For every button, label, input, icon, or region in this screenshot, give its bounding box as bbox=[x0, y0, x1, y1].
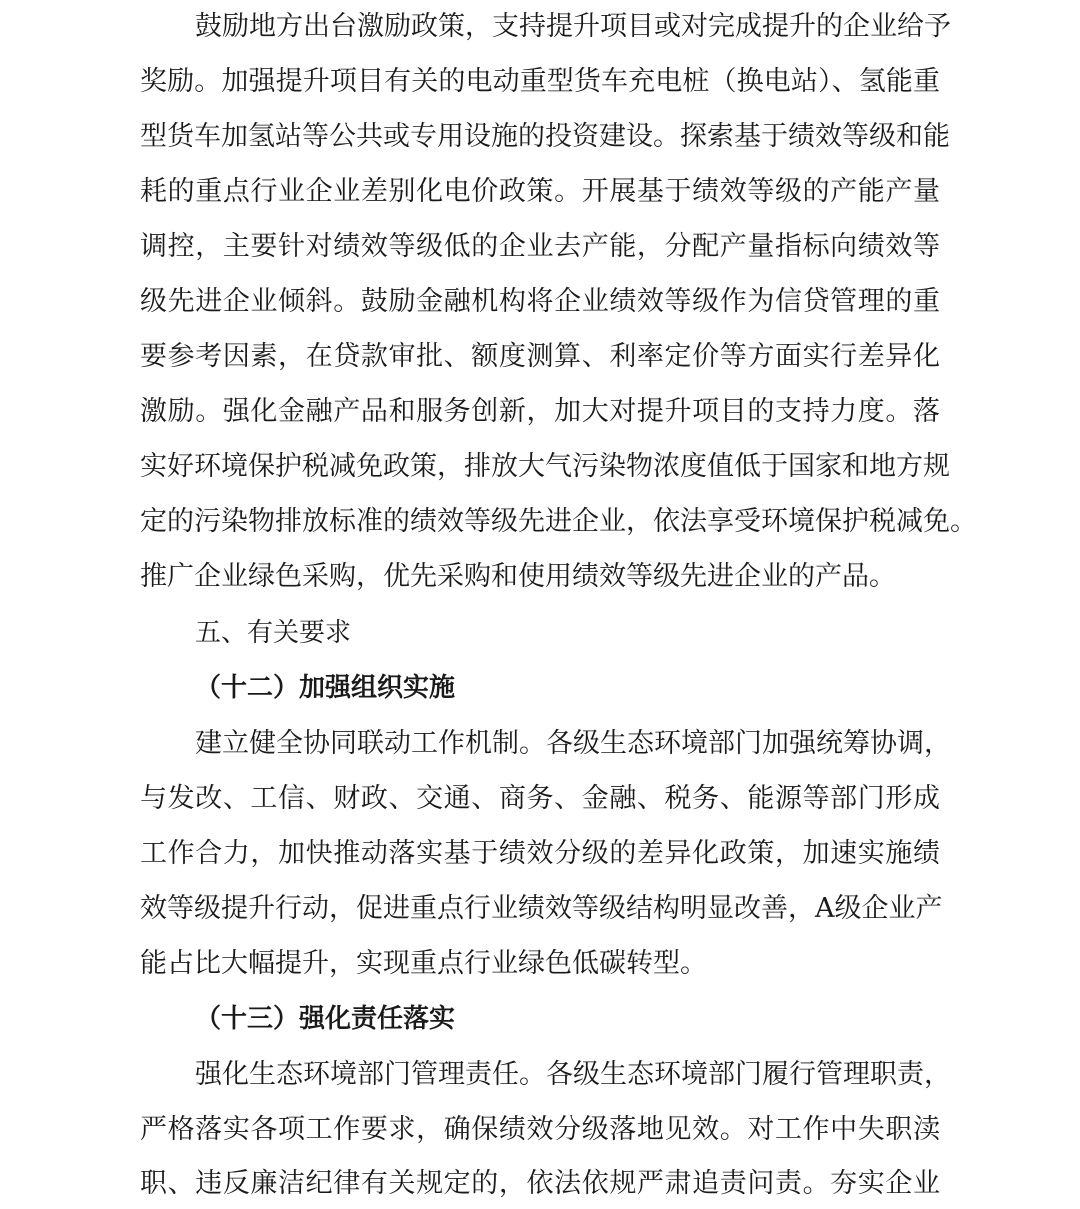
subsection-heading-13: （十三）强化责任落实 bbox=[195, 1004, 456, 1034]
paragraph-3-line-2: 严格落实各项工作要求，确保绩效分级落地见效。对工作中失职渎 bbox=[140, 1114, 940, 1145]
paragraph-3-line-3: 职、违反廉洁纪律有关规定的，依法依规严肃追责问责。夯实企业 bbox=[140, 1168, 940, 1199]
paragraph-2-line-4: 效等级提升行动，促进重点行业绩效等级结构明显改善，A级企业产 bbox=[140, 893, 943, 924]
paragraph-1-line-11: 推广企业绿色采购，优先采购和使用绩效等级先进企业的产品。 bbox=[140, 561, 896, 592]
paragraph-3-line-1: 强化生态环境部门管理责任。各级生态环境部门履行管理职责， bbox=[195, 1059, 951, 1090]
paragraph-2-line-5: 能占比大幅提升，实现重点行业绿色低碳转型。 bbox=[140, 948, 707, 979]
paragraph-1-line-10: 定的污染物排放标准的绩效等级先进企业，依法享受环境保护税减免。 bbox=[140, 506, 977, 537]
paragraph-1-line-7: 要参考因素，在贷款审批、额度测算、利率定价等方面实行差异化 bbox=[140, 341, 940, 372]
section-heading: 五、有关要求 bbox=[195, 618, 352, 648]
paragraph-2-line-3: 工作合力，加快推动落实基于绩效分级的差异化政策，加速实施绩 bbox=[140, 838, 940, 869]
paragraph-1-line-3: 型货车加氢站等公共或专用设施的投资建设。探索基于绩效等级和能 bbox=[140, 121, 950, 152]
paragraph-1-line-8: 激励。强化金融产品和服务创新，加大对提升项目的支持力度。落 bbox=[140, 396, 940, 427]
paragraph-1-line-4: 耗的重点行业企业差别化电价政策。开展基于绩效等级的产能产量 bbox=[140, 176, 940, 207]
paragraph-1-line-2: 奖励。加强提升项目有关的电动重型货车充电桩（换电站）、氢能重 bbox=[140, 66, 940, 97]
subsection-heading-12: （十二）加强组织实施 bbox=[195, 673, 456, 703]
paragraph-1-line-1: 鼓励地方出台激励政策，支持提升项目或对完成提升的企业给予 bbox=[195, 11, 951, 42]
paragraph-1-line-9: 实好环境保护税减免政策，排放大气污染物浓度值低于国家和地方规 bbox=[140, 451, 950, 482]
paragraph-2-line-1: 建立健全协同联动工作机制。各级生态环境部门加强统筹协调， bbox=[195, 728, 951, 759]
paragraph-1-line-5: 调控，主要针对绩效等级低的企业去产能，分配产量指标向绩效等 bbox=[140, 231, 940, 262]
paragraph-1-line-6: 级先进企业倾斜。鼓励金融机构将企业绩效等级作为信贷管理的重 bbox=[140, 286, 940, 317]
paragraph-2-line-2: 与发改、工信、财政、交通、商务、金融、税务、能源等部门形成 bbox=[140, 783, 940, 814]
